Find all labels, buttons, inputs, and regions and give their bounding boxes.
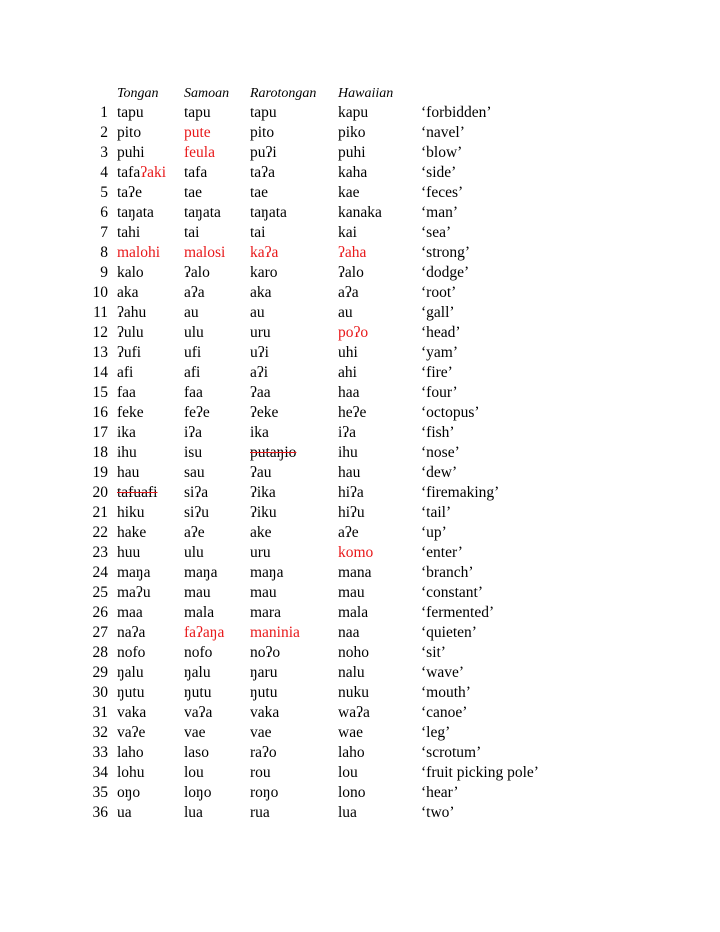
hawaiian-cell: ʔalo xyxy=(338,264,364,281)
table-row xyxy=(0,103,720,123)
rarotongan-cell: ʔau xyxy=(250,464,272,481)
header-samoan: Samoan xyxy=(184,86,230,101)
samoan-cell: tafa xyxy=(184,164,208,181)
tongan-cell: ʔahu xyxy=(117,304,147,321)
samoan-cell: faʔaŋa xyxy=(184,624,225,641)
table-row xyxy=(0,783,720,803)
hawaiian-cell: hiʔa xyxy=(338,484,364,501)
gloss-cell: ‘four’ xyxy=(421,384,458,401)
row-number: 9 xyxy=(100,264,108,281)
rarotongan-cell: mau xyxy=(250,584,277,601)
rarotongan-cell: puʔi xyxy=(250,144,277,161)
row-number: 25 xyxy=(92,584,108,601)
gloss-cell: ‘yam’ xyxy=(421,344,459,361)
rarotongan-cell: aka xyxy=(250,284,272,301)
hawaiian-cell: nuku xyxy=(338,684,369,701)
rarotongan-cell: tae xyxy=(250,184,269,201)
tongan-cell: vaka xyxy=(117,704,147,721)
samoan-cell: lou xyxy=(184,764,204,781)
tongan-cell: lohu xyxy=(117,764,145,781)
samoan-cell: feula xyxy=(184,144,215,161)
tongan-cell: afi xyxy=(117,364,134,381)
table-row xyxy=(0,263,720,283)
samoan-cell: loŋo xyxy=(184,784,212,801)
hawaiian-cell: nalu xyxy=(338,664,365,681)
row-number: 20 xyxy=(92,484,108,501)
gloss-cell: ‘branch’ xyxy=(421,564,474,581)
tongan-cell-part: tafa xyxy=(117,164,141,181)
tongan-cell: tafuafi xyxy=(117,484,158,501)
samoan-cell: ŋutu xyxy=(184,684,212,701)
tongan-cell: hiku xyxy=(117,504,145,521)
row-number: 31 xyxy=(92,704,108,721)
row-number: 23 xyxy=(92,544,108,561)
table-row xyxy=(0,623,720,643)
rarotongan-cell: karo xyxy=(250,264,278,281)
hawaiian-cell: waʔa xyxy=(338,704,370,721)
tongan-cell: laho xyxy=(117,744,144,761)
rarotongan-cell: ŋutu xyxy=(250,684,278,701)
table-row xyxy=(0,423,720,443)
gloss-cell: ‘canoe’ xyxy=(421,704,468,721)
table-row xyxy=(0,803,720,823)
tongan-cell: ʔulu xyxy=(117,324,144,341)
rarotongan-cell: uʔi xyxy=(250,344,269,361)
tongan-cell: ŋalu xyxy=(117,664,144,681)
rarotongan-cell: tapu xyxy=(250,104,277,121)
rarotongan-cell: ŋaru xyxy=(250,664,278,681)
samoan-cell: afi xyxy=(184,364,201,381)
gloss-cell: ‘nose’ xyxy=(421,444,460,461)
row-number: 8 xyxy=(100,244,108,261)
hawaiian-cell: iʔa xyxy=(338,424,357,441)
tongan-cell: pito xyxy=(117,124,142,141)
samoan-cell: aʔa xyxy=(184,284,205,301)
table-row xyxy=(0,223,720,243)
table-row xyxy=(0,663,720,683)
tongan-cell: naʔa xyxy=(117,624,146,641)
row-number: 6 xyxy=(100,204,108,221)
table-row xyxy=(0,543,720,563)
row-number: 28 xyxy=(92,644,108,661)
samoan-cell: siʔa xyxy=(184,484,209,501)
hawaiian-cell: kapu xyxy=(338,104,369,121)
row-number: 7 xyxy=(100,224,108,241)
table-row xyxy=(0,403,720,423)
table-row xyxy=(0,583,720,603)
tongan-cell: malohi xyxy=(117,244,161,261)
gloss-cell: ‘leg’ xyxy=(421,724,451,741)
rarotongan-cell: ake xyxy=(250,524,272,541)
row-number: 5 xyxy=(100,184,108,201)
table-row xyxy=(0,343,720,363)
samoan-cell: tai xyxy=(184,224,200,241)
samoan-cell: laso xyxy=(184,744,209,761)
hawaiian-cell: aʔe xyxy=(338,524,359,541)
tongan-cell: ʔufi xyxy=(117,344,142,361)
samoan-cell: maŋa xyxy=(184,564,218,581)
row-number: 11 xyxy=(93,304,108,321)
tongan-cell: ŋutu xyxy=(117,684,145,701)
tongan-cell: ua xyxy=(117,804,132,821)
samoan-cell: nofo xyxy=(184,644,213,661)
hawaiian-cell: kaha xyxy=(338,164,368,181)
tongan-cell: hake xyxy=(117,524,147,541)
table-row xyxy=(0,143,720,163)
rarotongan-cell: rou xyxy=(250,764,271,781)
samoan-cell: ŋalu xyxy=(184,664,211,681)
table-row xyxy=(0,243,720,263)
samoan-cell: lua xyxy=(184,804,203,821)
tongan-cell: vaʔe xyxy=(117,724,146,741)
rarotongan-cell: au xyxy=(250,304,265,321)
samoan-cell: au xyxy=(184,304,199,321)
row-number: 26 xyxy=(92,604,108,621)
hawaiian-cell: laho xyxy=(338,744,365,761)
row-number: 36 xyxy=(92,804,108,821)
gloss-cell: ‘mouth’ xyxy=(421,684,471,701)
gloss-cell: ‘strong’ xyxy=(421,244,471,261)
hawaiian-cell: komo xyxy=(338,544,374,561)
gloss-cell: ‘enter’ xyxy=(421,544,463,561)
samoan-cell: ufi xyxy=(184,344,202,361)
table-row xyxy=(0,183,720,203)
gloss-cell: ‘sit’ xyxy=(421,644,446,661)
rarotongan-cell: ʔika xyxy=(250,484,276,501)
gloss-cell: ‘fermented’ xyxy=(421,604,495,621)
samoan-cell: vae xyxy=(184,724,206,741)
samoan-cell: siʔu xyxy=(184,504,209,521)
hawaiian-cell: heʔe xyxy=(338,404,367,421)
rarotongan-cell: noʔo xyxy=(250,644,281,661)
table-row xyxy=(0,383,720,403)
table-row xyxy=(0,323,720,343)
rarotongan-cell: ʔiku xyxy=(250,504,277,521)
gloss-cell: ‘firemaking’ xyxy=(421,484,500,501)
table-row xyxy=(0,443,720,463)
hawaiian-cell: wae xyxy=(338,724,363,741)
hawaiian-cell: ahi xyxy=(338,364,357,381)
gloss-cell: ‘root’ xyxy=(421,284,457,301)
rarotongan-cell: vae xyxy=(250,724,272,741)
gloss-cell: ‘hear’ xyxy=(421,784,459,801)
row-number: 15 xyxy=(92,384,108,401)
table-row xyxy=(0,643,720,663)
samoan-cell: isu xyxy=(184,444,203,461)
rarotongan-cell: tai xyxy=(250,224,266,241)
table-row xyxy=(0,603,720,623)
hawaiian-cell: ʔaha xyxy=(338,244,367,261)
row-number: 35 xyxy=(92,784,108,801)
rarotongan-cell: mara xyxy=(250,604,281,621)
hawaiian-cell: aʔa xyxy=(338,284,359,301)
gloss-cell: ‘side’ xyxy=(421,164,457,181)
row-number: 22 xyxy=(92,524,108,541)
samoan-cell: tae xyxy=(184,184,203,201)
samoan-cell: taŋata xyxy=(184,204,221,221)
row-number: 2 xyxy=(100,124,108,141)
samoan-cell: sau xyxy=(184,464,205,481)
rarotongan-cell: ika xyxy=(250,424,269,441)
gloss-cell: ‘fish’ xyxy=(421,424,455,441)
row-number: 3 xyxy=(100,144,108,161)
table-row xyxy=(0,283,720,303)
gloss-cell: ‘dew’ xyxy=(421,464,458,481)
rarotongan-cell: maŋa xyxy=(250,564,284,581)
tongan-cell: maa xyxy=(117,604,143,621)
hawaiian-cell: mala xyxy=(338,604,369,621)
tongan-cell: taŋata xyxy=(117,204,154,221)
hawaiian-cell: puhi xyxy=(338,144,366,161)
table-row xyxy=(0,503,720,523)
table-row xyxy=(0,723,720,743)
gloss-cell: ‘fruit picking pole’ xyxy=(421,764,539,781)
row-number: 30 xyxy=(92,684,108,701)
tongan-cell xyxy=(117,163,166,183)
gloss-cell: ‘navel’ xyxy=(421,124,465,141)
gloss-cell: ‘forbidden’ xyxy=(421,104,492,121)
rarotongan-cell: raʔo xyxy=(250,744,277,761)
table-row xyxy=(0,743,720,763)
samoan-cell: faa xyxy=(184,384,203,401)
rarotongan-cell: pito xyxy=(250,124,275,141)
gloss-cell: ‘up’ xyxy=(421,524,447,541)
row-number: 4 xyxy=(100,164,108,181)
table-row xyxy=(0,483,720,503)
table-row xyxy=(0,303,720,323)
hawaiian-cell: uhi xyxy=(338,344,358,361)
tongan-cell: ihu xyxy=(117,444,137,461)
row-number: 10 xyxy=(92,284,108,301)
tongan-cell: feke xyxy=(117,404,144,421)
tongan-cell: kalo xyxy=(117,264,144,281)
samoan-cell: mala xyxy=(184,604,215,621)
tongan-cell: huu xyxy=(117,544,141,561)
gloss-cell: ‘gall’ xyxy=(421,304,455,321)
table-row xyxy=(0,683,720,703)
table-row xyxy=(0,463,720,483)
gloss-cell: ‘sea’ xyxy=(421,224,452,241)
tongan-cell: tapu xyxy=(117,104,144,121)
gloss-cell: ‘blow’ xyxy=(421,144,463,161)
hawaiian-cell: lou xyxy=(338,764,358,781)
table-row xyxy=(0,363,720,383)
row-number: 13 xyxy=(92,344,108,361)
row-number: 19 xyxy=(92,464,108,481)
row-number: 34 xyxy=(92,764,108,781)
samoan-cell: ulu xyxy=(184,544,204,561)
table-row xyxy=(0,763,720,783)
rarotongan-cell: aʔi xyxy=(250,364,269,381)
samoan-cell: ulu xyxy=(184,324,204,341)
rarotongan-cell: rua xyxy=(250,804,270,821)
gloss-cell: ‘wave’ xyxy=(421,664,465,681)
table-row xyxy=(0,563,720,583)
row-number: 16 xyxy=(92,404,108,421)
tongan-cell: nofo xyxy=(117,644,146,661)
samoan-cell: tapu xyxy=(184,104,211,121)
row-number: 27 xyxy=(92,624,108,641)
gloss-cell: ‘man’ xyxy=(421,204,459,221)
hawaiian-cell: mana xyxy=(338,564,372,581)
hawaiian-cell: noho xyxy=(338,644,369,661)
tongan-cell: maʔu xyxy=(117,584,151,601)
hawaiian-cell: ihu xyxy=(338,444,358,461)
samoan-cell: malosi xyxy=(184,244,226,261)
header-rarotongan: Rarotongan xyxy=(250,86,317,101)
table-row xyxy=(0,163,720,183)
table-row xyxy=(0,523,720,543)
rarotongan-cell: putaŋio xyxy=(250,444,297,461)
tongan-cell: puhi xyxy=(117,144,145,161)
row-number: 21 xyxy=(92,504,108,521)
rarotongan-cell: ʔaa xyxy=(250,384,271,401)
row-number: 33 xyxy=(92,744,108,761)
row-number: 24 xyxy=(92,564,108,581)
samoan-cell: ʔalo xyxy=(184,264,210,281)
hawaiian-cell: hiʔu xyxy=(338,504,365,521)
samoan-cell: aʔe xyxy=(184,524,205,541)
gloss-cell: ‘fire’ xyxy=(421,364,453,381)
hawaiian-cell: kae xyxy=(338,184,360,201)
gloss-cell: ‘constant’ xyxy=(421,584,483,601)
samoan-cell: iʔa xyxy=(184,424,203,441)
header-hawaiian: Hawaiian xyxy=(338,86,394,101)
gloss-cell: ‘tail’ xyxy=(421,504,452,521)
samoan-cell: feʔe xyxy=(184,404,210,421)
hawaiian-cell: haa xyxy=(338,384,360,401)
hawaiian-cell: hau xyxy=(338,464,361,481)
row-number: 12 xyxy=(92,324,108,341)
tongan-cell: hau xyxy=(117,464,140,481)
gloss-cell: ‘two’ xyxy=(421,804,455,821)
hawaiian-cell: lua xyxy=(338,804,357,821)
tongan-cell: tahi xyxy=(117,224,141,241)
rarotongan-cell: taʔa xyxy=(250,164,275,181)
header-tongan: Tongan xyxy=(117,86,159,101)
hawaiian-cell: piko xyxy=(338,124,366,141)
row-number: 17 xyxy=(92,424,108,441)
gloss-cell: ‘octopus’ xyxy=(421,404,480,421)
tongan-cell: maŋa xyxy=(117,564,151,581)
hawaiian-cell: lono xyxy=(338,784,366,801)
row-number: 29 xyxy=(92,664,108,681)
tongan-cell-part: ʔaki xyxy=(140,164,167,181)
tongan-cell: ika xyxy=(117,424,136,441)
table-row xyxy=(0,203,720,223)
tongan-cell: aka xyxy=(117,284,139,301)
rarotongan-cell: kaʔa xyxy=(250,244,279,261)
samoan-cell: pute xyxy=(184,124,211,141)
gloss-cell: ‘scrotum’ xyxy=(421,744,482,761)
gloss-cell: ‘dodge’ xyxy=(421,264,470,281)
tongan-cell: faa xyxy=(117,384,136,401)
gloss-cell: ‘quieten’ xyxy=(421,624,477,641)
row-number: 14 xyxy=(92,364,108,381)
hawaiian-cell: kanaka xyxy=(338,204,382,221)
rarotongan-cell: maninia xyxy=(250,624,300,641)
rarotongan-cell: uru xyxy=(250,544,271,561)
rarotongan-cell: vaka xyxy=(250,704,280,721)
hawaiian-cell: poʔo xyxy=(338,324,369,341)
rarotongan-cell: ʔeke xyxy=(250,404,279,421)
hawaiian-cell: au xyxy=(338,304,353,321)
gloss-cell: ‘feces’ xyxy=(421,184,464,201)
samoan-cell: vaʔa xyxy=(184,704,213,721)
table-row xyxy=(0,703,720,723)
row-number: 32 xyxy=(92,724,108,741)
row-number: 18 xyxy=(92,444,108,461)
rarotongan-cell: taŋata xyxy=(250,204,287,221)
tongan-cell: oŋo xyxy=(117,784,141,801)
hawaiian-cell: naa xyxy=(338,624,360,641)
tongan-cell: taʔe xyxy=(117,184,142,201)
rarotongan-cell: uru xyxy=(250,324,271,341)
row-number: 1 xyxy=(100,104,108,121)
samoan-cell: mau xyxy=(184,584,211,601)
hawaiian-cell: mau xyxy=(338,584,365,601)
gloss-cell: ‘head’ xyxy=(421,324,461,341)
rarotongan-cell: roŋo xyxy=(250,784,279,801)
table-row xyxy=(0,123,720,143)
hawaiian-cell: kai xyxy=(338,224,357,241)
